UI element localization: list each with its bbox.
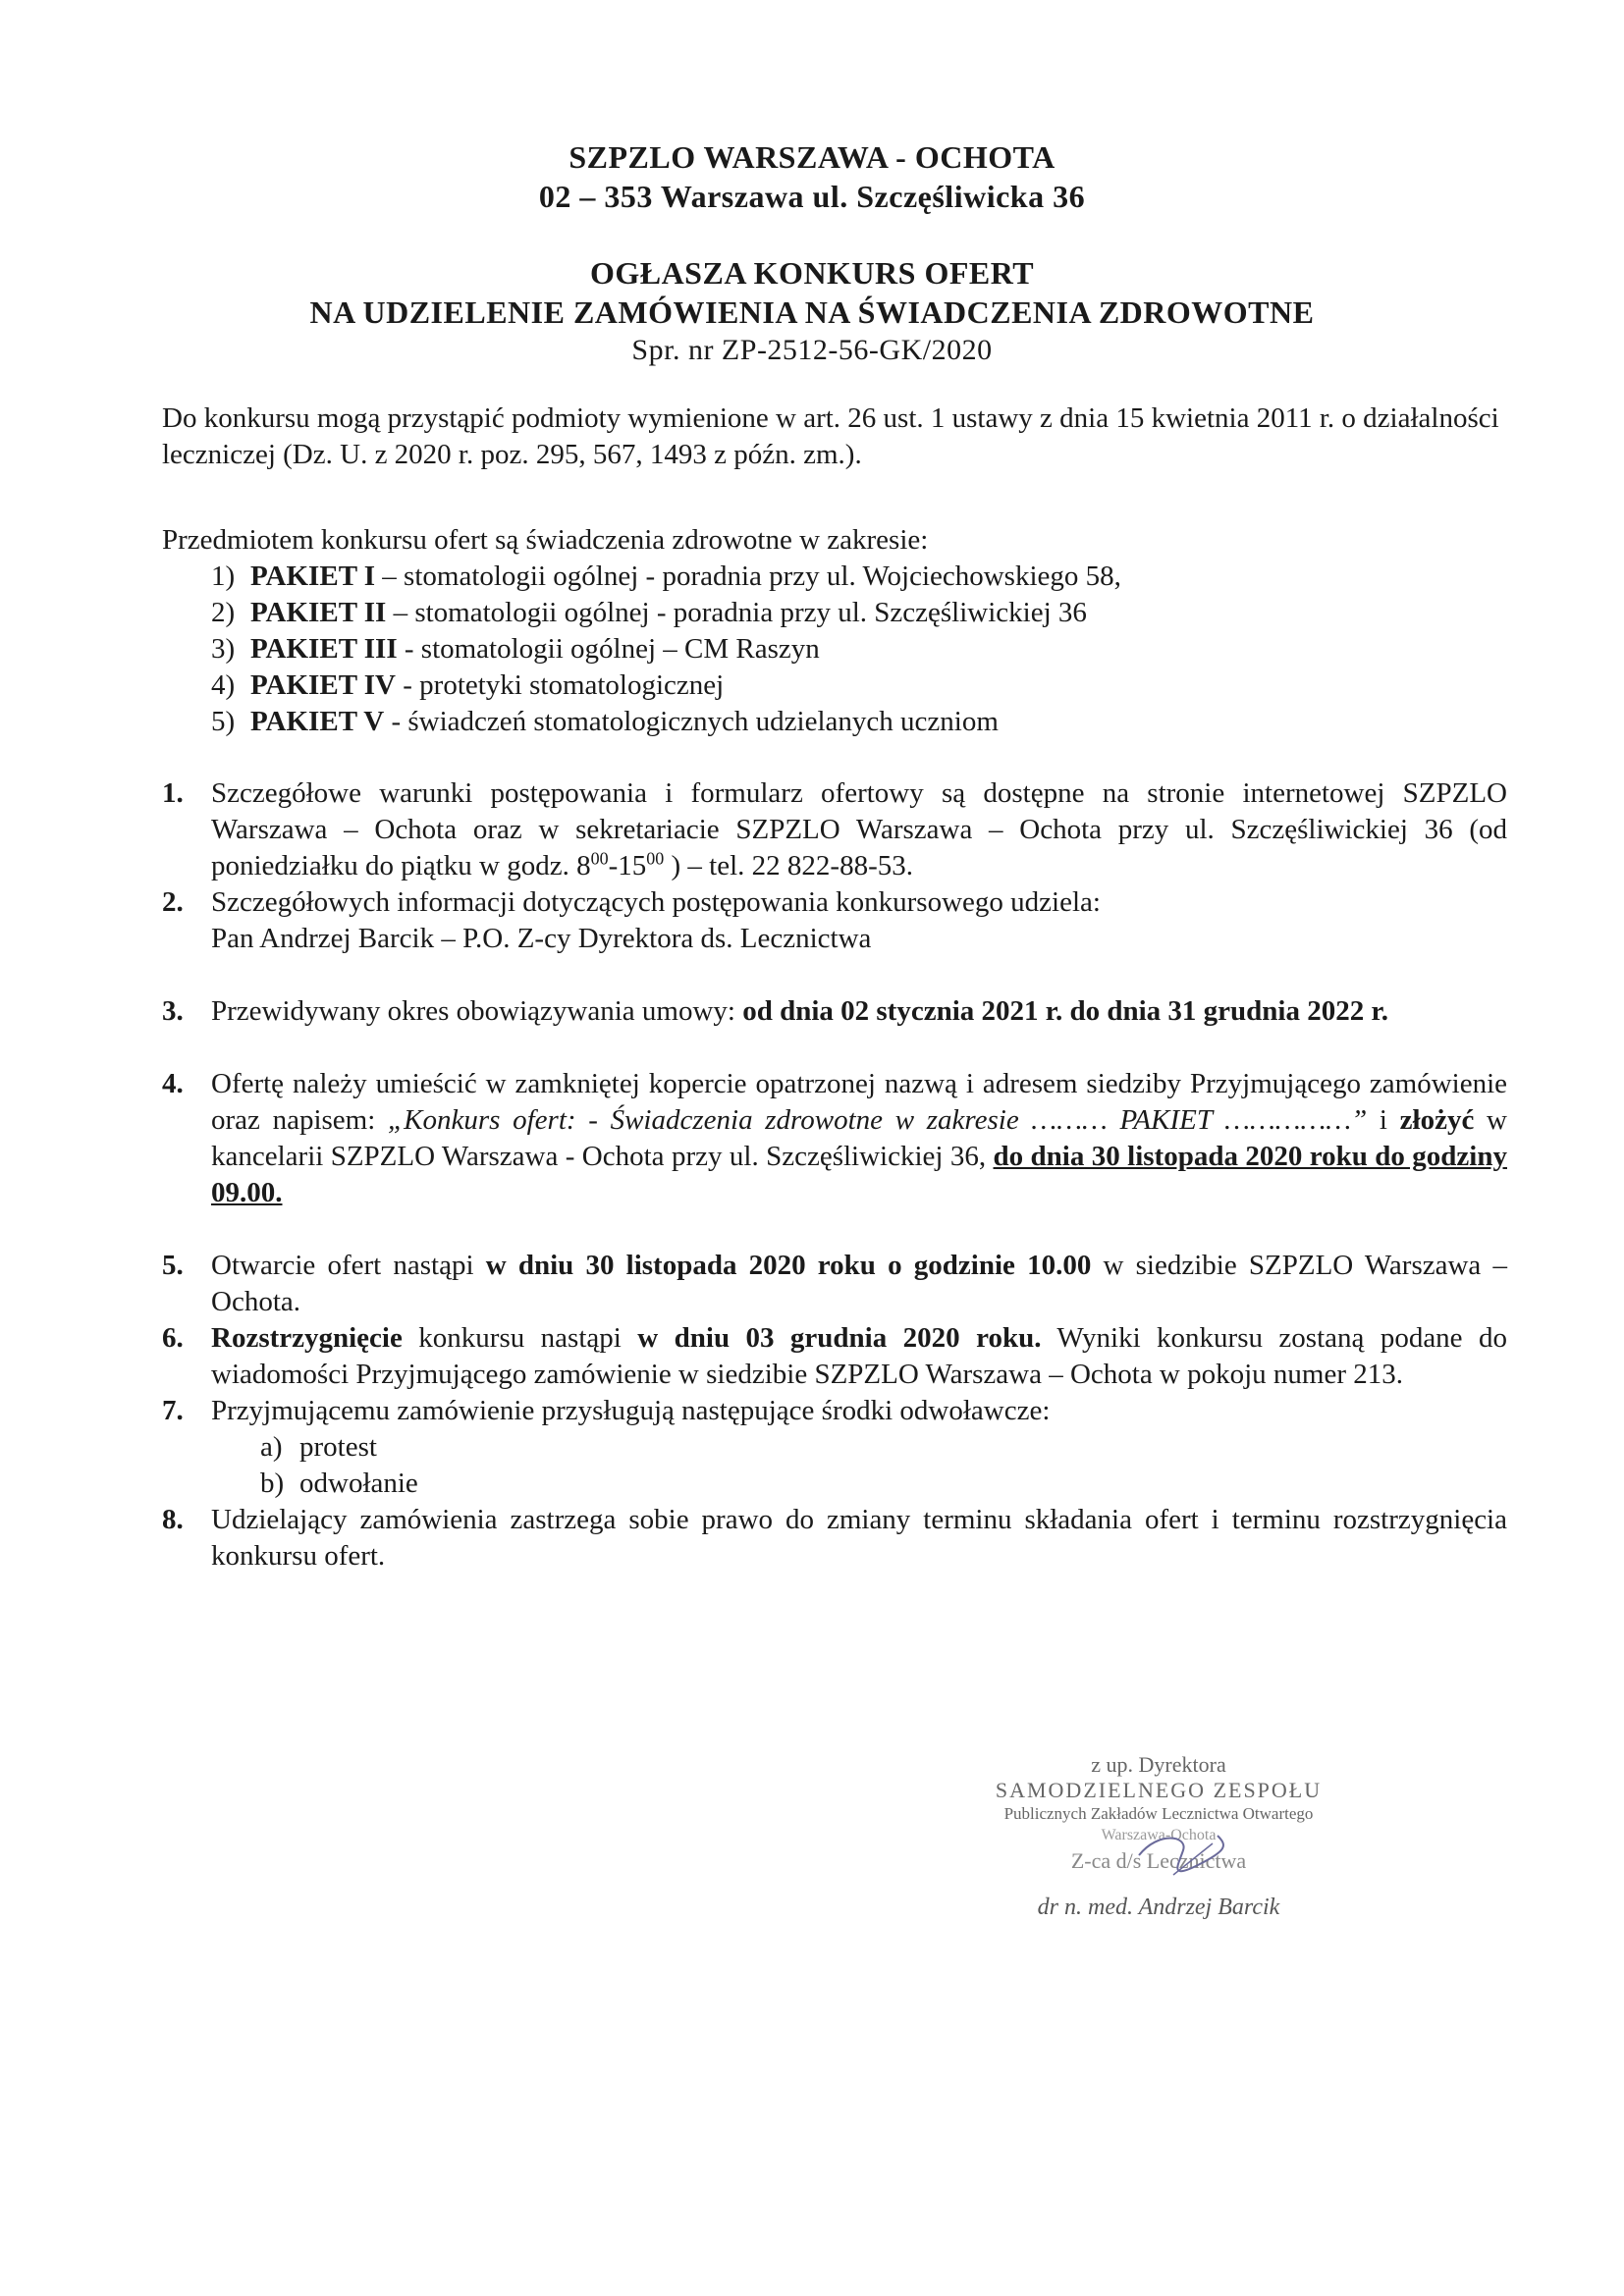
deadline: do dnia 30 listopada 2020 roku do godziny 09.00. <box>211 1141 1507 1208</box>
header-institution <box>0 137 1624 216</box>
point-3: 3. Przewidywany okres obowiązywania umowy: od dnia 02 stycznia 2021 r. do dnia 31 grudnia 2022 r. <box>162 995 1388 1027</box>
point-4: 4. Ofertę należy umieścić w zamkniętej kopercie opatrzonej nazwą i adresem siedziby Przyjmującego zamówienie oraz napisem: „Konkurs ofert: - Świadczenia zdrowotne w zakresie ……… PAKIET ……………” i złożyć w kancelarii SZPZLO Warszawa - Ochota przy ul. Szczęśliwickiej 36, do dnia 30 listopada 2020 roku do godziny 09.00. <box>162 1068 1507 1208</box>
point-7: 7. Przyjmującemu zamówienie przysługują następujące środki odwoławcze: a) protest b) odwołanie <box>162 1393 1507 1502</box>
point-6: 6. Rozstrzygnięcie konkursu nastąpi w dniu 03 grudnia 2020 roku. Wyniki konkursu zostaną podane do wiadomości Przyjmującego zamówienie w siedzibie SZPZLO Warszawa – Ochota w pokoju numer 213. <box>162 1322 1507 1390</box>
intro-paragraph: Do konkursu mogą przystąpić podmioty wymienione w art. 26 ust. 1 ustawy z dnia 15 kwietnia 2011 r. o działalności leczniczej (Dz. U. z 2020 r. poz. 295, 567, 1493 z późn. zm.). <box>162 402 1499 470</box>
point-8: 8. Udzielający zamówienia zastrzega sobie prawo do zmiany terminu składania ofert i terminu rozstrzygnięcia konkursu ofert. <box>162 1504 1507 1572</box>
institution-name: SZPZLO WARSZAWA - OCHOTA <box>568 139 1056 175</box>
announcement-title: OGŁASZA KONKURS OFERT <box>589 255 1035 291</box>
point-2: 2. Szczegółowych informacji dotyczących postępowania konkursowego udziela: Pan Andrzej Barcik – P.O. Z-cy Dyrektora ds. Lecznictwa <box>162 886 1101 954</box>
package-item: 5) PAKIET V - świadczeń stomatologicznych udzielanych uczniom <box>211 706 999 737</box>
package-item: 4) PAKIET IV - protetyki stomatologicznej <box>211 669 725 701</box>
signature-stamp: z up. Dyrektora SAMODZIELNEGO ZESPOŁU Publicznych Zakładów Lecznictwa Otwartego Warszawa-Ochota Z-ca d/s Lecznictwa dr n. med. Andrzej Barcik <box>962 1752 1355 1929</box>
point-5: 5. Otwarcie ofert nastąpi w dniu 30 listopada 2020 roku o godzinie 10.00 w siedzibie SZPZLO Warszawa – Ochota. <box>162 1250 1507 1317</box>
package-item: 3) PAKIET III - stomatologii ogólnej – CM Raszyn <box>211 633 820 665</box>
header-announcement <box>0 253 1624 369</box>
handwritten-signature <box>1129 1826 1237 1885</box>
contact-person: Pan Andrzej Barcik – P.O. Z-cy Dyrektora ds. Lecznictwa <box>211 923 872 954</box>
package-list <box>162 559 1507 740</box>
numbered-points <box>162 775 1507 1575</box>
announcement-subject: NA UDZIELENIE ZAMÓWIENIA NA ŚWIADCZENIA ZDROWOTNE <box>309 294 1315 330</box>
point-1: 1. Szczegółowe warunki postępowania i formularz ofertowy są dostępne na stronie internetowej SZPZLO Warszawa – Ochota oraz w sekretariacie SZPZLO Warszawa – Ochota przy ul. Szczęśliwickiej 36 (od poniedziałku do piątku w godz. $8^{00}-15^{00}$ ) – tel. 22 822-88-53. <box>162 777 1507 881</box>
case-number: Spr. nr ZP-2512-56-GK/2020 <box>631 334 993 366</box>
subject-intro: Przedmiotem konkursu ofert są świadczenia zdrowotne w zakresie: <box>162 524 929 556</box>
institution-address: 02 – 353 Warszawa ul. Szczęśliwicka 36 <box>538 179 1086 214</box>
signatory-name: dr n. med. Andrzej Barcik <box>1037 1895 1280 1920</box>
package-item: 1) PAKIET I – stomatologii ogólnej - poradnia przy ul. Wojciechowskiego 58, <box>211 561 1121 592</box>
subject-section <box>162 522 1507 740</box>
remedy-a: a) protest <box>260 1431 377 1463</box>
package-item: 2) PAKIET II – stomatologii ogólnej - poradnia przy ul. Szczęśliwickiej 36 <box>211 597 1087 628</box>
remedy-b: b) odwołanie <box>260 1468 418 1499</box>
